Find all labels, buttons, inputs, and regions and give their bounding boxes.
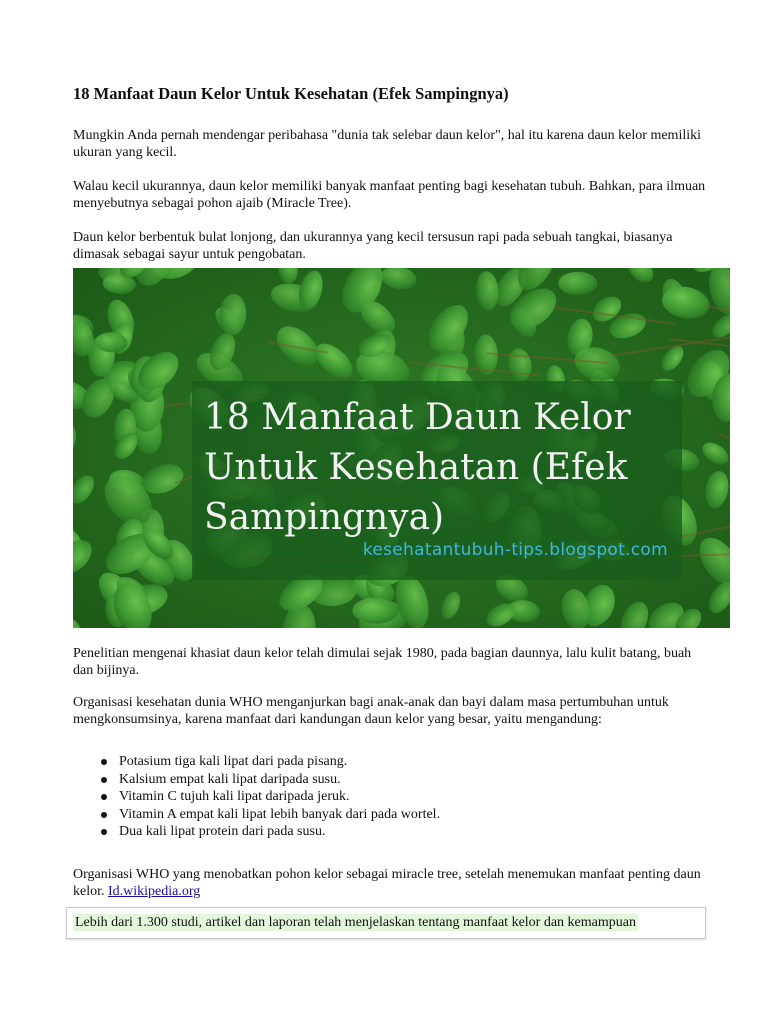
- nutrient-list: [73, 753, 759, 841]
- quote-box: [66, 907, 706, 939]
- wikipedia-link[interactable]: Id.wikipedia.org: [108, 884, 201, 899]
- list-item: Vitamin C tujuh kali lipat daripada jeruk.: [119, 788, 759, 806]
- paragraph-closing: [73, 866, 713, 900]
- hero-overlay-url: kesehatantubuh-tips.blogspot.com: [362, 540, 668, 560]
- closing-text: Organisasi WHO yang menobatkan pohon kelor sebagai miracle tree, setelah menemukan manfaat penting daun kelor.: [73, 867, 701, 899]
- list-item: Potasium tiga kali lipat dari pada pisang.: [119, 753, 759, 771]
- article-title: 18 Manfaat Daun Kelor Untuk Kesehatan (Efek Sampingnya): [73, 84, 509, 103]
- paragraph-shape: Daun kelor berbentuk bulat lonjong, dan ukurannya yang kecil tersusun rapi pada sebuah tangkai, biasanya dimasak sebagai sayur untuk pengobatan.: [73, 230, 673, 262]
- paragraph-who: Organisasi kesehatan dunia WHO menganjurkan bagi anak-anak dan bayi dalam masa pertumbuhan untuk mengkonsumsinya, karena manfaat dari kandungan daun kelor yang besar, yaitu mengandung:: [73, 695, 669, 727]
- quote-text: Lebih dari 1.300 studi, artikel dan laporan telah menjelaskan tentang manfaat kelor dan kemampuan: [75, 915, 636, 930]
- paragraph-benefits: Walau kecil ukurannya, daun kelor memiliki banyak manfaat penting bagi kesehatan tubuh. Bahkan, para ilmuan menyebutnya sebagai pohon ajaib (Miracle Tree).: [73, 179, 706, 211]
- paragraph-intro: Mungkin Anda pernah mendengar peribahasa "dunia tak selebar daun kelor", hal itu karena daun kelor memiliki ukuran yang kecil.: [73, 128, 702, 160]
- list-item: Vitamin A empat kali lipat lebih banyak dari pada wortel.: [119, 806, 759, 824]
- hero-overlay: [192, 381, 682, 580]
- list-item: Kalsium empat kali lipat daripada susu.: [119, 771, 759, 789]
- leaf-shape: [558, 272, 597, 295]
- hero-overlay-title: 18 Manfaat Daun Kelor Untuk Kesehatan (Efek Sampingnya): [204, 397, 631, 538]
- hero-image: [73, 268, 730, 628]
- paragraph-research: Penelitian mengenai khasiat daun kelor telah dimulai sejak 1980, pada bagian daunnya, lalu kulit batang, buah dan bijinya.: [73, 646, 692, 678]
- list-item: Dua kali lipat protein dari pada susu.: [119, 823, 759, 841]
